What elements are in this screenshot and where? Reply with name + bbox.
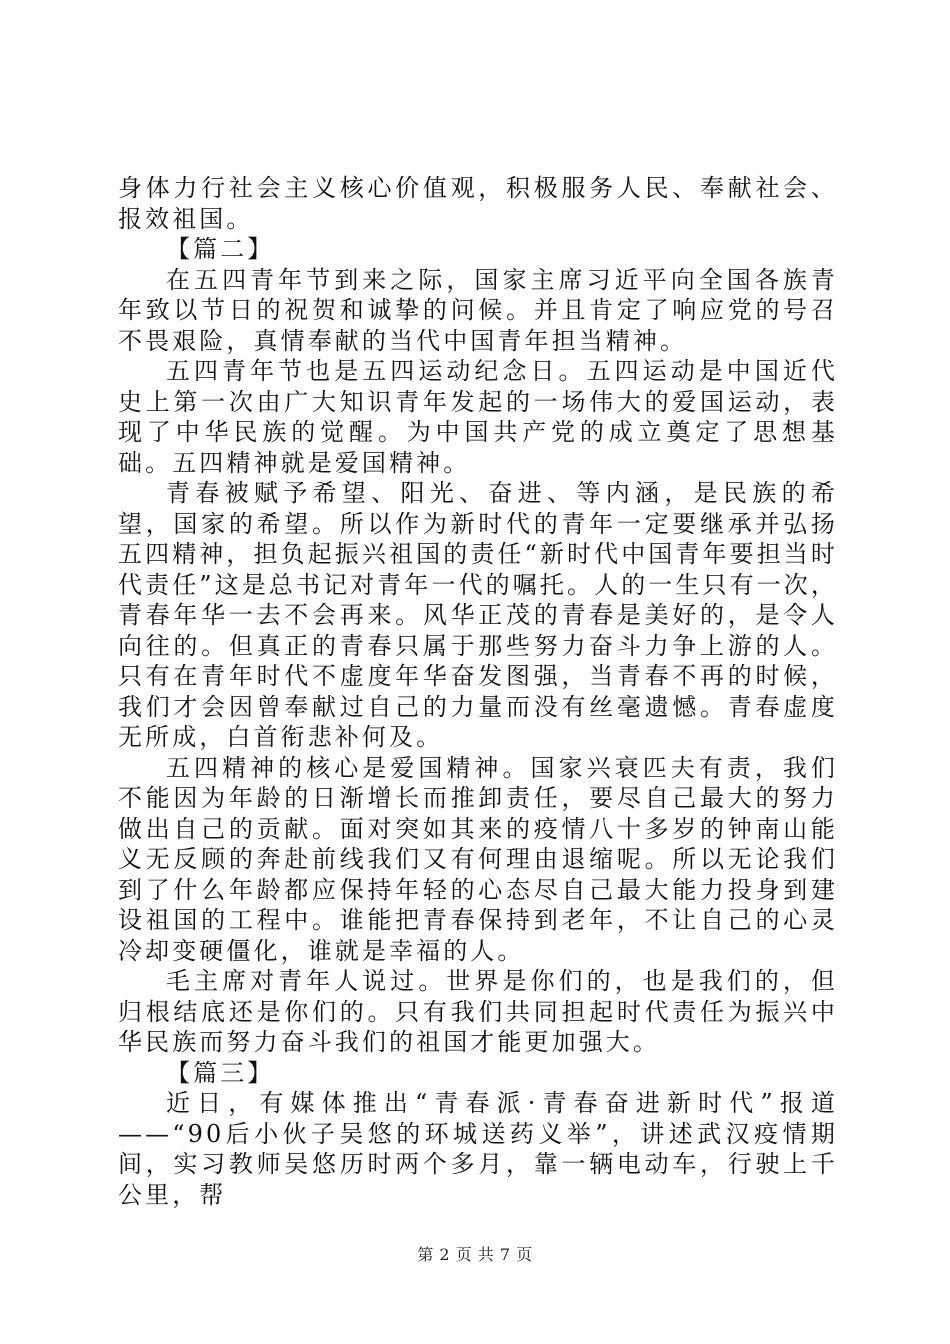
paragraph-continuation: 身体力行社会主义核心价值观，积极服务人民、奉献社会、报效祖国。	[118, 174, 838, 233]
paragraph: 青春被赋予希望、阳光、奋进、等内涵，是民族的希望，国家的希望。所以作为新时代的青年一定要继承并弘扬五四精神，担负起振兴祖国的责任“新时代中国青年要担当时代责任”这是总书记对青年一代的嘱托。人的一生只有一次，青春年华一去不会再来。风华正茂的青春是美好的，是令人向往的。但真正的青春只属于那些努力奋斗力争上游的人。只有在青年时代不虚度年华奋发图强，当青春不再的时候，我们才会因曾奉献过自己的力量而没有丝毫遗憾。青春虚度无所成，白首衔悲补何及。	[118, 479, 838, 751]
page-number-footer: 第 2 页 共 7 页	[417, 1245, 533, 1264]
paragraph: 毛主席对青年人说过。世界是你们的，也是我们的，但归根结底还是你们的。只有我们共同担起时代责任为振兴中华民族而努力奋斗我们的祖国才能更加强大。	[118, 967, 838, 1056]
paragraph: 近日，有媒体推出“青春派·青春奋进新时代”报道——“90后小伙子吴悠的环城送药义举”，讲述武汉疫情期间，实习教师吴悠历时两个多月，靠一辆电动车，行驶上千公里，帮	[118, 1089, 838, 1209]
document-body	[118, 173, 838, 1210]
paragraph: 在五四青年节到来之际，国家主席习近平向全国各族青年致以节日的祝贺和诚挚的问候。并且肯定了响应党的号召不畏艰险，真情奉献的当代中国青年担当精神。	[118, 265, 838, 355]
section-heading-pian-er: 【篇二】	[166, 235, 275, 263]
paragraph: 五四青年节也是五四运动纪念日。五四运动是中国近代史上第一次由广大知识青年发起的一场伟大的爱国运动，表现了中华民族的觉醒。为中国共产党的成立奠定了思想基础。五四精神就是爱国精神。	[118, 357, 838, 477]
section-heading-pian-san: 【篇三】	[166, 1058, 275, 1087]
paragraph: 五四精神的核心是爱国精神。国家兴衰匹夫有责，我们不能因为年龄的日渐增长而推卸责任，要尽自己最大的努力做出自己的贡献。面对突如其来的疫情八十多岁的钟南山能义无反顾的奔赴前线我们又有何理由退缩呢。所以无论我们到了什么年龄都应保持年轻的心态尽自己最大能力投身到建设祖国的工程中。谁能把青春保持到老年，不让自己的心灵冷却变硬僵化，谁就是幸福的人。	[118, 753, 838, 965]
